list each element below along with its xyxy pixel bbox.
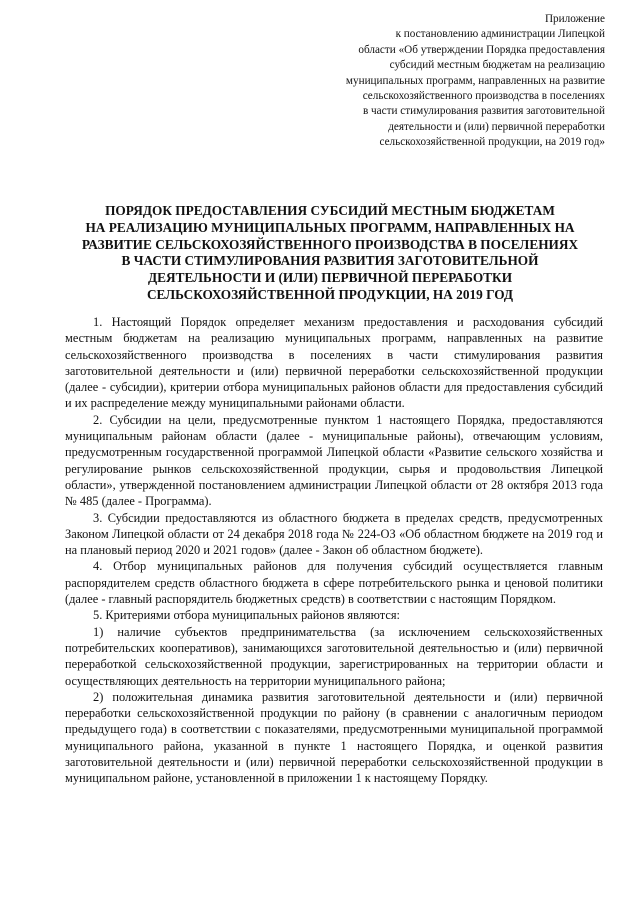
appendix-line: в части стимулирования развития заготовительной [362, 105, 605, 118]
appendix-line: к постановлению администрации Липецкой [395, 28, 605, 41]
appendix-header [265, 12, 605, 151]
title-line: НА РЕАЛИЗАЦИЮ МУНИЦИПАЛЬНЫХ ПРОГРАММ, НАПРАВЛЕННЫХ НА [85, 219, 575, 235]
appendix-line: деятельности и (или) первичной переработки [388, 120, 605, 133]
paragraph-5: 5. Критериями отбора муниципальных районов являются: [93, 608, 400, 623]
title-line: ПОРЯДОК ПРЕДОСТАВЛЕНИЯ СУБСИДИЙ МЕСТНЫМ БЮДЖЕТАМ [105, 203, 555, 218]
title-line: РАЗВИТИЕ СЕЛЬСКОХОЗЯЙСТВЕННОГО ПРОИЗВОДСТВА В ПОСЕЛЕНИЯХ [81, 236, 579, 252]
criterion-2: 2) положительная динамика развития заготовительной деятельности и (или) первичной переработки сельскохозяйственной продукции по району (в сравнении с аналогичным периодом предыдущего года) в соответствии с показателями, предусмотренными муниципальной программой муниципального района, указанной в пункте 1 настоящего Порядка, и оценкой развития заготовительной деятельности и (или) первичной переработки сельскохозяйственной продукции в муниципальном районе, установленной в приложении 1 к настоящему Порядку. [65, 689, 603, 786]
appendix-line: области «Об утверждении Порядка предоставления [358, 43, 605, 56]
paragraph-4: 4. Отбор муниципальных районов для получения субсидий осуществляется главным распорядителем средств областного бюджета в сфере потребительского рынка и ценовой политики (далее - главный распорядитель бюджетных средств) в соответствии с настоящим Порядком. [65, 559, 603, 607]
document-title [74, 203, 586, 304]
appendix-line: муниципальных программ, направленных на развитие [345, 74, 605, 87]
document-body [65, 314, 603, 787]
appendix-line: Приложение [544, 13, 605, 25]
criterion-1: 1) наличие субъектов предпринимательства (за исключением сельскохозяйственных потребительских кооперативов), занимающихся заготовительной деятельностью и (или) первичной переработкой сельскохозяйственной продукции, зарегистрированных на территории области и осуществляющих деятельность на территории муниципального района; [65, 624, 603, 688]
title-line: СЕЛЬСКОХОЗЯЙСТВЕННОЙ ПРОДУКЦИИ, НА 2019 ГОД [146, 286, 514, 302]
appendix-line: сельскохозяйственной продукции, на 2019 год» [379, 136, 605, 149]
appendix-line: субсидий местным бюджетам на реализацию [389, 59, 605, 72]
paragraph-3: 3. Субсидии предоставляются из областного бюджета в пределах средств, предусмотренных Законом Липецкой области от 24 декабря 2018 года № 224-ОЗ «Об областном бюджете на 2019 год и на плановый период 2020 и 2021 годов» (далее - Закон об областном бюджете). [65, 510, 603, 558]
title-line: В ЧАСТИ СТИМУЛИРОВАНИЯ РАЗВИТИЯ ЗАГОТОВИТЕЛЬНОЙ [121, 253, 539, 269]
appendix-line: сельскохозяйственного производства в поселениях [362, 90, 605, 103]
paragraph-1: 1. Настоящий Порядок определяет механизм предоставления и расходования субсидий местным бюджетам на реализацию муниципальных программ, направленных на развитие сельскохозяйственного производства в поселениях в части стимулирования развития заготовительной деятельности и (или) первичной переработки сельскохозяйственной продукции (далее - субсидии), критерии отбора муниципальных районов области для предоставления субсидий и их распределение между муниципальными районами области. [65, 315, 603, 411]
paragraph-2: 2. Субсидии на цели, предусмотренные пунктом 1 настоящего Порядка, предоставляются муниципальным районам области (далее - муниципальные районы), отвечающим условиям, предусмотренным государственной программой Липецкой области «Развитие сельского хозяйства и регулирование рынков сельскохозяйственной продукции, сырья и продовольствия Липецкой области», утвержденной постановлением администрации Липецкой области от 28 октября 2013 года № 485 (далее - Программа). [65, 412, 603, 509]
title-line: ДЕЯТЕЛЬНОСТИ И (ИЛИ) ПЕРВИЧНОЙ ПЕРЕРАБОТКИ [147, 270, 513, 286]
